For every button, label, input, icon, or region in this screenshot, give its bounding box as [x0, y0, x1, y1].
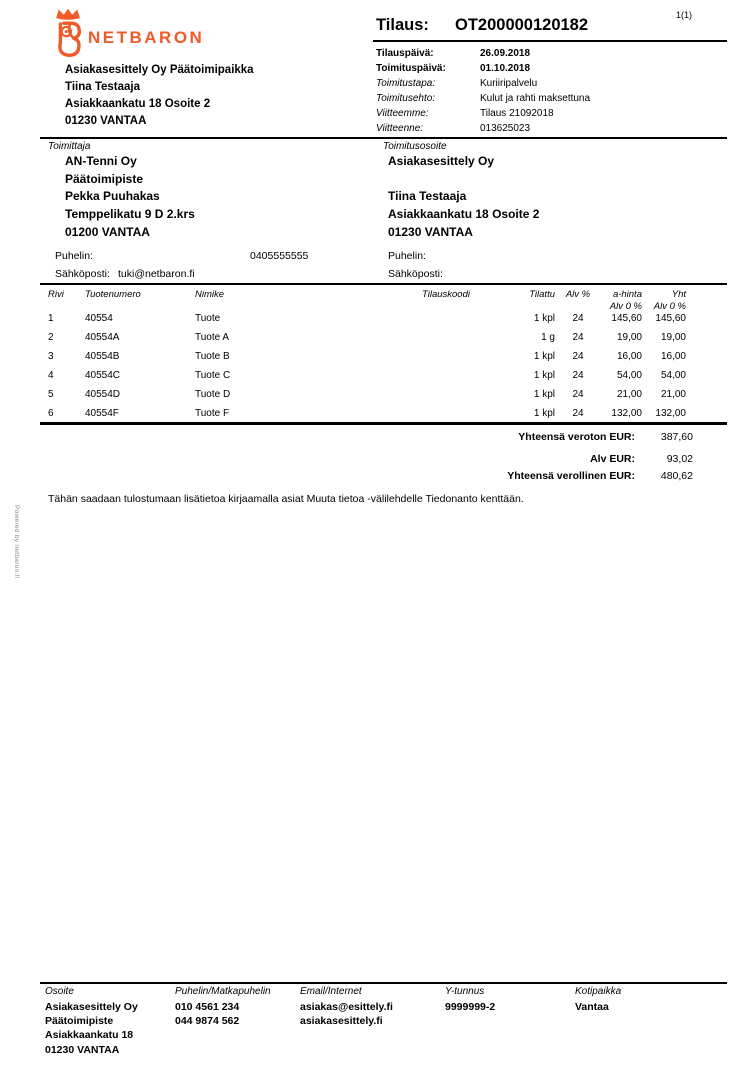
powered-by-text: Powered by netbaron.fi [13, 505, 20, 579]
header-section-divider [40, 137, 727, 139]
total-label: Yhteensä veroton EUR: [518, 431, 635, 443]
cell-yht: 16,00 [660, 351, 686, 362]
detail-label: Viitteemme: [376, 108, 429, 119]
col-header-nimike: Nimike [195, 289, 225, 300]
detail-label: Toimitustapa: [376, 78, 436, 89]
footer-line: Vantaa [575, 1001, 609, 1013]
cell-nimike: Tuote A [195, 332, 230, 343]
cell-rivi: 3 [48, 351, 54, 362]
detail-value: 013625023 [480, 123, 531, 134]
cell-nimike: Tuote D [195, 389, 231, 400]
order-detail-row [376, 91, 727, 106]
supplier-line: Päätoimipiste [65, 171, 144, 186]
col-header-ahinta-sub: Alv 0 % [609, 301, 642, 312]
total-label: Alv EUR: [590, 453, 635, 465]
footer-line: asiakasesittely.fi [300, 1015, 383, 1028]
items-table-bottom-rule [40, 422, 727, 425]
cell-alv: 24 [572, 389, 584, 400]
supplier-email-label: Sähköposti: [55, 268, 110, 280]
cell-ahinta: 16,00 [616, 351, 642, 362]
delivery-line: Asiakkaankatu 18 Osoite 2 [388, 207, 540, 222]
delivery-phone-label: Puhelin: [388, 250, 426, 262]
col-header-alv: Alv % [565, 289, 591, 300]
footer-column-puhelin [175, 986, 271, 1028]
sender-line: Tiina Testaaja [65, 81, 140, 93]
footer-line: 010 4561 234 [175, 1001, 240, 1013]
cell-tilattu: 1 g [541, 332, 555, 343]
footer-line: 044 9874 562 [175, 1015, 240, 1028]
cell-yht: 132,00 [655, 408, 686, 419]
supplier-line: 01200 VANTAA [65, 224, 150, 239]
additional-info-note: Tähän saadaan tulostumaan lisätietoa kirjaamalla asiat Muuta tietoa -välilehdelle Tiedonanto kenttään. [48, 493, 524, 505]
cell-ahinta: 19,00 [616, 332, 642, 343]
cell-yht: 54,00 [660, 370, 686, 381]
footer-column-label: Email/Internet [300, 986, 362, 997]
footer-line: Asiakkaankatu 18 [45, 1029, 134, 1042]
detail-value: Tilaus 21092018 [480, 108, 554, 119]
delivery-line: 01230 VANTAA [388, 224, 473, 239]
cell-ahinta: 54,00 [616, 370, 642, 381]
delivery-line: Asiakasesittely Oy [388, 154, 495, 168]
sender-address-block [65, 62, 254, 130]
cell-nimike: Tuote F [195, 408, 230, 419]
cell-tilattu: 1 kpl [533, 313, 555, 324]
detail-value: 01.10.2018 [480, 63, 531, 74]
cell-tilattu: 1 kpl [533, 408, 555, 419]
footer-column-osoite [45, 986, 138, 1057]
col-header-tilauskoodi: Tilauskoodi [422, 289, 470, 300]
sender-line: 01230 VANTAA [65, 115, 147, 127]
detail-value: 26.09.2018 [480, 48, 531, 59]
col-header-yht-sub: Alv 0 % [653, 301, 686, 312]
cell-tuotenumero: 40554B [85, 351, 120, 362]
supplier-address-block [65, 153, 195, 242]
delivery-line: Tiina Testaaja [388, 189, 467, 204]
footer-column-email [300, 986, 393, 1028]
delivery-blank-line [388, 171, 539, 189]
cell-yht: 145,60 [655, 313, 686, 324]
cell-alv: 24 [572, 408, 584, 419]
delivery-section-label: Toimitusosoite [383, 141, 447, 152]
cell-rivi: 1 [48, 313, 54, 324]
detail-label: Viitteenne: [376, 123, 424, 134]
cell-tilattu: 1 kpl [533, 389, 555, 400]
cell-nimike: Tuote C [195, 370, 231, 381]
brand-wordmark: NETBARON [88, 28, 205, 47]
detail-label: Toimitusehto: [376, 93, 436, 104]
col-header-yht: Yht [671, 289, 686, 300]
footer-line: 01230 VANTAA [45, 1043, 120, 1056]
cell-tuotenumero: 40554F [85, 408, 119, 419]
supplier-email-value: tuki@netbaron.fi [118, 268, 195, 280]
cell-tilattu: 1 kpl [533, 370, 555, 381]
footer-column-label: Puhelin/Matkapuhelin [175, 986, 271, 997]
col-header-ahinta: a-hinta [612, 289, 642, 300]
total-value: 387,60 [660, 431, 693, 443]
col-header-tuotenumero: Tuotenumero [85, 289, 141, 300]
cell-tuotenumero: 40554 [85, 313, 113, 324]
delivery-email-label: Sähköposti: [388, 268, 443, 280]
order-detail-row [376, 61, 727, 76]
order-detail-row [376, 106, 727, 121]
footer-line: 9999999-2 [445, 1001, 496, 1013]
cell-rivi: 6 [48, 408, 54, 419]
footer-line: Asiakasesittely Oy [45, 1001, 138, 1013]
detail-value: Kuriiripalvelu [480, 78, 538, 89]
supplier-line: Pekka Puuhakas [65, 189, 160, 204]
cell-rivi: 2 [48, 332, 54, 343]
footer-column-label: Osoite [45, 986, 74, 997]
total-label: Yhteensä verollinen EUR: [507, 470, 635, 482]
detail-value: Kulut ja rahti maksettuna [480, 93, 591, 104]
cell-tuotenumero: 40554A [85, 332, 120, 343]
order-detail-row [376, 76, 727, 91]
cell-alv: 24 [572, 332, 584, 343]
supplier-section-label: Toimittaja [48, 141, 91, 152]
page-number: 1(1) [676, 10, 693, 20]
cell-alv: 24 [572, 370, 584, 381]
supplier-phone-label: Puhelin: [55, 250, 93, 262]
order-number: OT200000120182 [455, 16, 589, 34]
cell-ahinta: 132,00 [611, 408, 642, 419]
footer-column-ytunnus [445, 986, 495, 1014]
delivery-address-block [388, 153, 539, 242]
footer-top-rule [40, 982, 727, 984]
total-value: 93,02 [666, 453, 693, 465]
detail-label: Toimituspäivä: [376, 63, 446, 74]
cell-rivi: 4 [48, 370, 54, 381]
cell-ahinta: 21,00 [616, 389, 642, 400]
cell-tuotenumero: 40554C [85, 370, 121, 381]
supplier-line: Temppelikatu 9 D 2.krs [65, 207, 195, 222]
footer-column-label: Y-tunnus [445, 986, 485, 997]
order-detail-row [376, 121, 727, 136]
netbaron-logo-icon [46, 6, 90, 69]
cell-ahinta: 145,60 [611, 313, 642, 324]
cell-rivi: 5 [48, 389, 54, 400]
cell-alv: 24 [572, 313, 584, 324]
detail-label: Tilauspäivä: [376, 48, 434, 59]
cell-yht: 21,00 [660, 389, 686, 400]
supplier-phone-value: 0405555555 [250, 250, 309, 262]
cell-nimike: Tuote B [195, 351, 230, 362]
footer-column-kotipaikka [575, 986, 621, 1014]
total-value: 480,62 [660, 470, 693, 482]
footer-line: asiakas@esittely.fi [300, 1001, 393, 1013]
supplier-line: AN-Tenni Oy [65, 154, 137, 168]
cell-tilattu: 1 kpl [533, 351, 555, 362]
order-title-label: Tilaus: [376, 16, 429, 34]
cell-nimike: Tuote [195, 313, 221, 324]
cell-tuotenumero: 40554D [85, 389, 121, 400]
items-table-top-rule [40, 283, 727, 285]
col-header-tilattu: Tilattu [529, 289, 555, 300]
order-detail-row [376, 46, 727, 61]
footer-column-label: Kotipaikka [575, 986, 622, 997]
sender-line: Asiakkaankatu 18 Osoite 2 [65, 98, 211, 110]
cell-yht: 19,00 [660, 332, 686, 343]
order-details-block [376, 46, 727, 136]
cell-alv: 24 [572, 351, 584, 362]
order-header-divider [373, 40, 727, 42]
footer-line: Päätoimipiste [45, 1015, 114, 1028]
sender-line: Asiakasesittely Oy Päätoimipaikka [65, 64, 254, 76]
col-header-rivi: Rivi [48, 289, 64, 300]
